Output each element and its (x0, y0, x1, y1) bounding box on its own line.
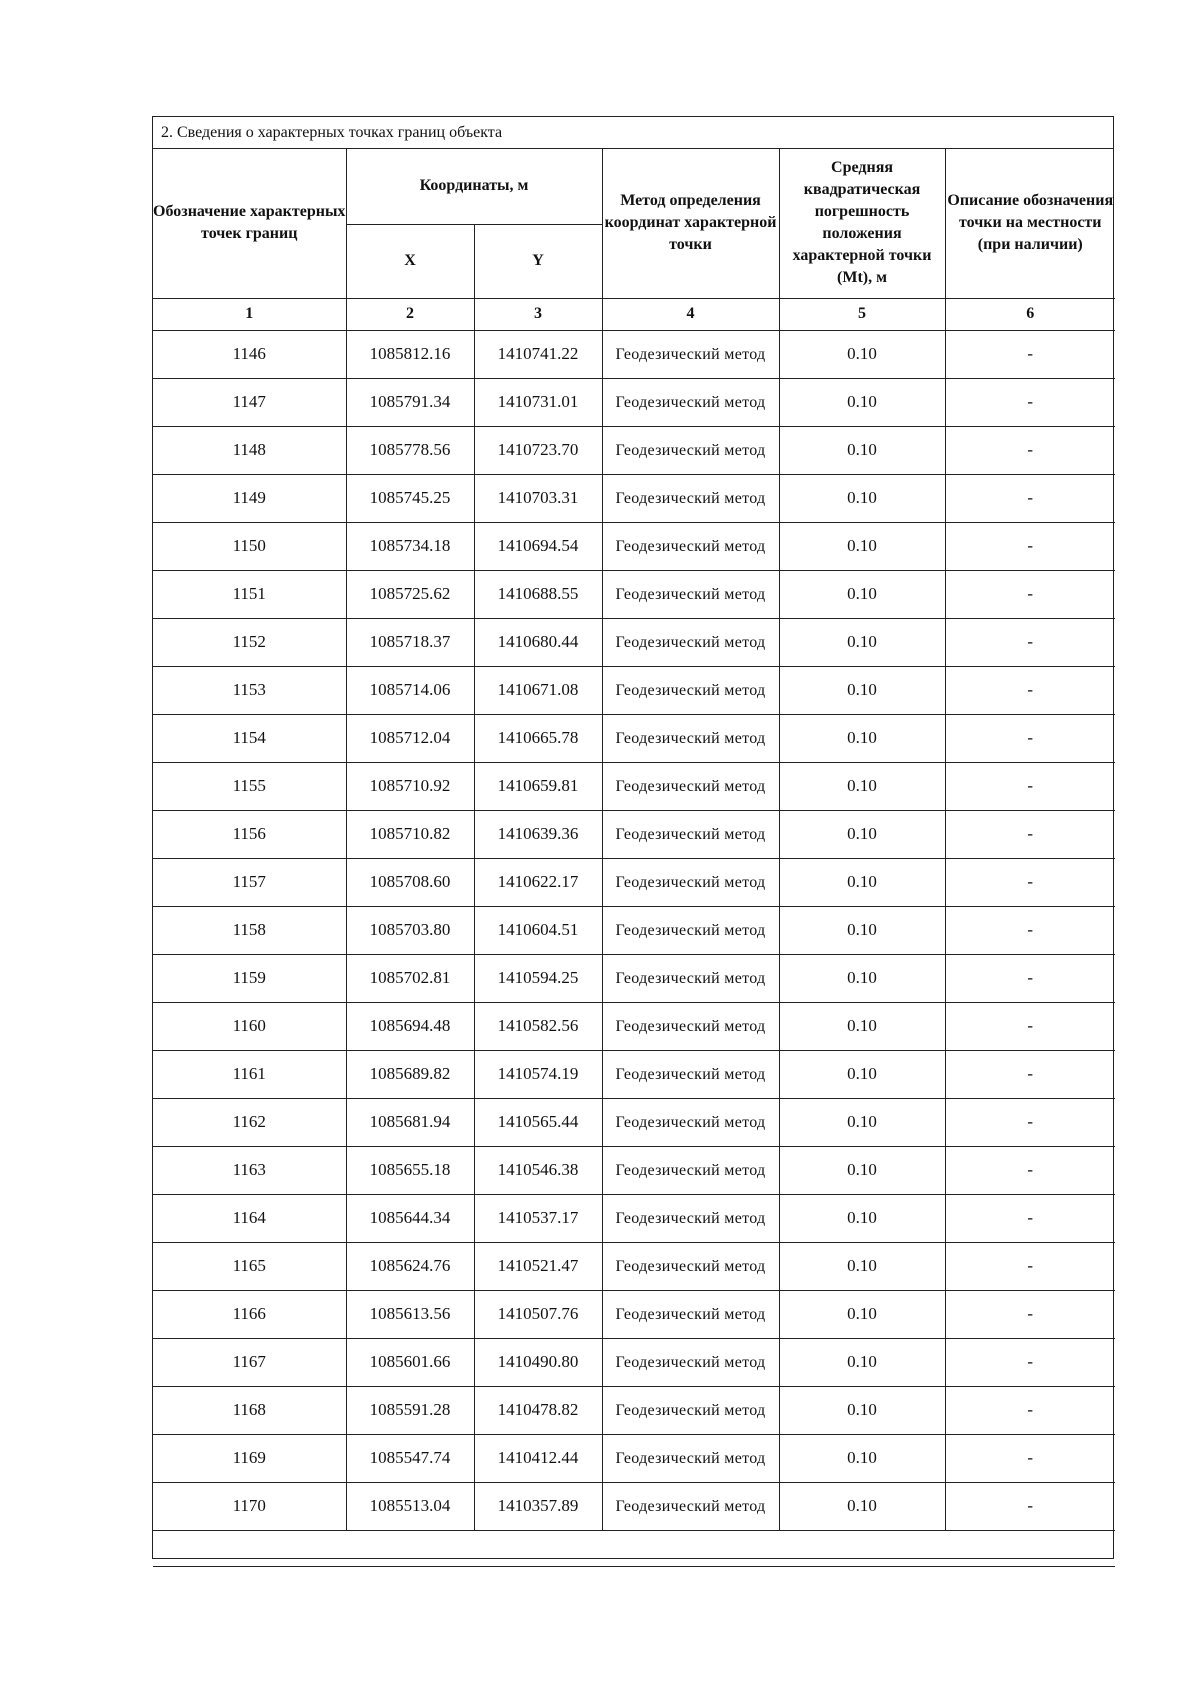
description-cell: - (945, 1482, 1115, 1530)
y-coordinate-cell: 1410594.25 (474, 954, 602, 1002)
error-cell: 0.10 (779, 714, 945, 762)
y-coordinate-cell: 1410665.78 (474, 714, 602, 762)
header-mean-square-error: Средняя квадратическая погрешность положения характерной точки (Mt), м (779, 149, 945, 298)
error-cell: 0.10 (779, 426, 945, 474)
y-coordinate-cell: 1410741.22 (474, 330, 602, 378)
point-number-cell: 1155 (153, 762, 346, 810)
table-row (153, 1482, 1115, 1530)
point-number-cell: 1167 (153, 1338, 346, 1386)
error-cell: 0.10 (779, 1386, 945, 1434)
x-coordinate-cell: 1085714.06 (346, 666, 474, 714)
point-number-cell: 1153 (153, 666, 346, 714)
method-cell: Геодезический метод (602, 1242, 779, 1290)
y-coordinate-cell: 1410537.17 (474, 1194, 602, 1242)
table-row (153, 1434, 1115, 1482)
method-cell: Геодезический метод (602, 1002, 779, 1050)
x-coordinate-cell: 1085734.18 (346, 522, 474, 570)
header-point-designation: Обозначение характерных точек границ (153, 149, 346, 298)
y-coordinate-cell: 1410694.54 (474, 522, 602, 570)
header-description: Описание обозначения точки на местности (при наличии) (945, 149, 1115, 298)
point-number-cell: 1161 (153, 1050, 346, 1098)
error-cell: 0.10 (779, 618, 945, 666)
description-cell: - (945, 1098, 1115, 1146)
table-row (153, 618, 1115, 666)
point-number-cell: 1147 (153, 378, 346, 426)
y-coordinate-cell: 1410521.47 (474, 1242, 602, 1290)
table-row (153, 1002, 1115, 1050)
table-row (153, 810, 1115, 858)
point-number-cell: 1158 (153, 906, 346, 954)
table-row (153, 714, 1115, 762)
description-cell: - (945, 618, 1115, 666)
point-number-cell: 1156 (153, 810, 346, 858)
header-coordinates: Координаты, м (346, 149, 602, 224)
point-number-cell: 1169 (153, 1434, 346, 1482)
x-coordinate-cell: 1085547.74 (346, 1434, 474, 1482)
x-coordinate-cell: 1085725.62 (346, 570, 474, 618)
x-coordinate-cell: 1085613.56 (346, 1290, 474, 1338)
table-row (153, 1242, 1115, 1290)
table-row (153, 1050, 1115, 1098)
boundary-points-section (152, 116, 1114, 1559)
error-cell: 0.10 (779, 954, 945, 1002)
point-number-cell: 1163 (153, 1146, 346, 1194)
x-coordinate-cell: 1085513.04 (346, 1482, 474, 1530)
table-row (153, 762, 1115, 810)
y-coordinate-cell: 1410565.44 (474, 1098, 602, 1146)
x-coordinate-cell: 1085791.34 (346, 378, 474, 426)
method-cell: Геодезический метод (602, 1290, 779, 1338)
x-coordinate-cell: 1085710.92 (346, 762, 474, 810)
point-number-cell: 1148 (153, 426, 346, 474)
blank-row (153, 1530, 1115, 1566)
x-coordinate-cell: 1085624.76 (346, 1242, 474, 1290)
point-number-cell: 1151 (153, 570, 346, 618)
point-number-cell: 1165 (153, 1242, 346, 1290)
x-coordinate-cell: 1085601.66 (346, 1338, 474, 1386)
description-cell: - (945, 474, 1115, 522)
method-cell: Геодезический метод (602, 954, 779, 1002)
method-cell: Геодезический метод (602, 1386, 779, 1434)
description-cell: - (945, 810, 1115, 858)
point-number-cell: 1162 (153, 1098, 346, 1146)
table-row (153, 426, 1115, 474)
x-coordinate-cell: 1085702.81 (346, 954, 474, 1002)
description-cell: - (945, 1290, 1115, 1338)
description-cell: - (945, 330, 1115, 378)
error-cell: 0.10 (779, 378, 945, 426)
description-cell: - (945, 426, 1115, 474)
y-coordinate-cell: 1410671.08 (474, 666, 602, 714)
table-row (153, 570, 1115, 618)
method-cell: Геодезический метод (602, 762, 779, 810)
error-cell: 0.10 (779, 1338, 945, 1386)
header-y: Y (474, 224, 602, 298)
error-cell: 0.10 (779, 1290, 945, 1338)
x-coordinate-cell: 1085708.60 (346, 858, 474, 906)
method-cell: Геодезический метод (602, 906, 779, 954)
point-number-cell: 1157 (153, 858, 346, 906)
description-cell: - (945, 1338, 1115, 1386)
point-number-cell: 1150 (153, 522, 346, 570)
method-cell: Геодезический метод (602, 1146, 779, 1194)
column-number: 2 (346, 298, 474, 330)
point-number-cell: 1160 (153, 1002, 346, 1050)
description-cell: - (945, 1050, 1115, 1098)
description-cell: - (945, 1194, 1115, 1242)
error-cell: 0.10 (779, 330, 945, 378)
description-cell: - (945, 906, 1115, 954)
column-number: 4 (602, 298, 779, 330)
table-row (153, 474, 1115, 522)
y-coordinate-cell: 1410731.01 (474, 378, 602, 426)
table-row (153, 378, 1115, 426)
description-cell: - (945, 1002, 1115, 1050)
y-coordinate-cell: 1410639.36 (474, 810, 602, 858)
method-cell: Геодезический метод (602, 714, 779, 762)
point-number-cell: 1166 (153, 1290, 346, 1338)
description-cell: - (945, 858, 1115, 906)
x-coordinate-cell: 1085694.48 (346, 1002, 474, 1050)
error-cell: 0.10 (779, 1194, 945, 1242)
table-row (153, 1146, 1115, 1194)
header-x: X (346, 224, 474, 298)
error-cell: 0.10 (779, 1482, 945, 1530)
description-cell: - (945, 522, 1115, 570)
method-cell: Геодезический метод (602, 1050, 779, 1098)
description-cell: - (945, 666, 1115, 714)
y-coordinate-cell: 1410604.51 (474, 906, 602, 954)
y-coordinate-cell: 1410478.82 (474, 1386, 602, 1434)
table-row (153, 1290, 1115, 1338)
point-number-cell: 1146 (153, 330, 346, 378)
table-row (153, 330, 1115, 378)
y-coordinate-cell: 1410723.70 (474, 426, 602, 474)
error-cell: 0.10 (779, 1098, 945, 1146)
error-cell: 0.10 (779, 1434, 945, 1482)
method-cell: Геодезический метод (602, 1338, 779, 1386)
description-cell: - (945, 1386, 1115, 1434)
error-cell: 0.10 (779, 570, 945, 618)
column-number: 5 (779, 298, 945, 330)
column-number: 3 (474, 298, 602, 330)
point-number-cell: 1168 (153, 1386, 346, 1434)
method-cell: Геодезический метод (602, 1194, 779, 1242)
x-coordinate-cell: 1085812.16 (346, 330, 474, 378)
x-coordinate-cell: 1085712.04 (346, 714, 474, 762)
table-row (153, 954, 1115, 1002)
x-coordinate-cell: 1085591.28 (346, 1386, 474, 1434)
method-cell: Геодезический метод (602, 378, 779, 426)
method-cell: Геодезический метод (602, 522, 779, 570)
y-coordinate-cell: 1410357.89 (474, 1482, 602, 1530)
point-number-cell: 1170 (153, 1482, 346, 1530)
method-cell: Геодезический метод (602, 474, 779, 522)
point-number-cell: 1152 (153, 618, 346, 666)
table-row (153, 1338, 1115, 1386)
x-coordinate-cell: 1085703.80 (346, 906, 474, 954)
error-cell: 0.10 (779, 474, 945, 522)
method-cell: Геодезический метод (602, 1434, 779, 1482)
description-cell: - (945, 954, 1115, 1002)
boundary-points-table (153, 149, 1115, 1567)
description-cell: - (945, 762, 1115, 810)
table-row (153, 858, 1115, 906)
point-number-cell: 1154 (153, 714, 346, 762)
column-number: 6 (945, 298, 1115, 330)
error-cell: 0.10 (779, 1050, 945, 1098)
x-coordinate-cell: 1085681.94 (346, 1098, 474, 1146)
y-coordinate-cell: 1410507.76 (474, 1290, 602, 1338)
error-cell: 0.10 (779, 1146, 945, 1194)
x-coordinate-cell: 1085710.82 (346, 810, 474, 858)
method-cell: Геодезический метод (602, 666, 779, 714)
section-title: 2. Сведения о характерных точках границ объекта (153, 117, 1113, 149)
table-row (153, 666, 1115, 714)
error-cell: 0.10 (779, 1002, 945, 1050)
x-coordinate-cell: 1085644.34 (346, 1194, 474, 1242)
description-cell: - (945, 1146, 1115, 1194)
x-coordinate-cell: 1085689.82 (346, 1050, 474, 1098)
y-coordinate-cell: 1410680.44 (474, 618, 602, 666)
table-row (153, 1194, 1115, 1242)
error-cell: 0.10 (779, 906, 945, 954)
y-coordinate-cell: 1410490.80 (474, 1338, 602, 1386)
error-cell: 0.10 (779, 810, 945, 858)
y-coordinate-cell: 1410703.31 (474, 474, 602, 522)
table-row (153, 522, 1115, 570)
error-cell: 0.10 (779, 1242, 945, 1290)
column-number: 1 (153, 298, 346, 330)
x-coordinate-cell: 1085718.37 (346, 618, 474, 666)
header-method: Метод определения координат характерной точки (602, 149, 779, 298)
method-cell: Геодезический метод (602, 1482, 779, 1530)
error-cell: 0.10 (779, 666, 945, 714)
y-coordinate-cell: 1410622.17 (474, 858, 602, 906)
description-cell: - (945, 1434, 1115, 1482)
table-body (153, 330, 1115, 1530)
y-coordinate-cell: 1410546.38 (474, 1146, 602, 1194)
table-row (153, 906, 1115, 954)
x-coordinate-cell: 1085778.56 (346, 426, 474, 474)
table-row (153, 1098, 1115, 1146)
y-coordinate-cell: 1410688.55 (474, 570, 602, 618)
y-coordinate-cell: 1410412.44 (474, 1434, 602, 1482)
description-cell: - (945, 1242, 1115, 1290)
method-cell: Геодезический метод (602, 858, 779, 906)
point-number-cell: 1149 (153, 474, 346, 522)
error-cell: 0.10 (779, 858, 945, 906)
point-number-cell: 1164 (153, 1194, 346, 1242)
method-cell: Геодезический метод (602, 426, 779, 474)
y-coordinate-cell: 1410574.19 (474, 1050, 602, 1098)
y-coordinate-cell: 1410659.81 (474, 762, 602, 810)
description-cell: - (945, 378, 1115, 426)
x-coordinate-cell: 1085655.18 (346, 1146, 474, 1194)
method-cell: Геодезический метод (602, 330, 779, 378)
description-cell: - (945, 570, 1115, 618)
point-number-cell: 1159 (153, 954, 346, 1002)
method-cell: Геодезический метод (602, 570, 779, 618)
error-cell: 0.10 (779, 522, 945, 570)
method-cell: Геодезический метод (602, 810, 779, 858)
description-cell: - (945, 714, 1115, 762)
method-cell: Геодезический метод (602, 618, 779, 666)
table-row (153, 1386, 1115, 1434)
y-coordinate-cell: 1410582.56 (474, 1002, 602, 1050)
error-cell: 0.10 (779, 762, 945, 810)
x-coordinate-cell: 1085745.25 (346, 474, 474, 522)
method-cell: Геодезический метод (602, 1098, 779, 1146)
